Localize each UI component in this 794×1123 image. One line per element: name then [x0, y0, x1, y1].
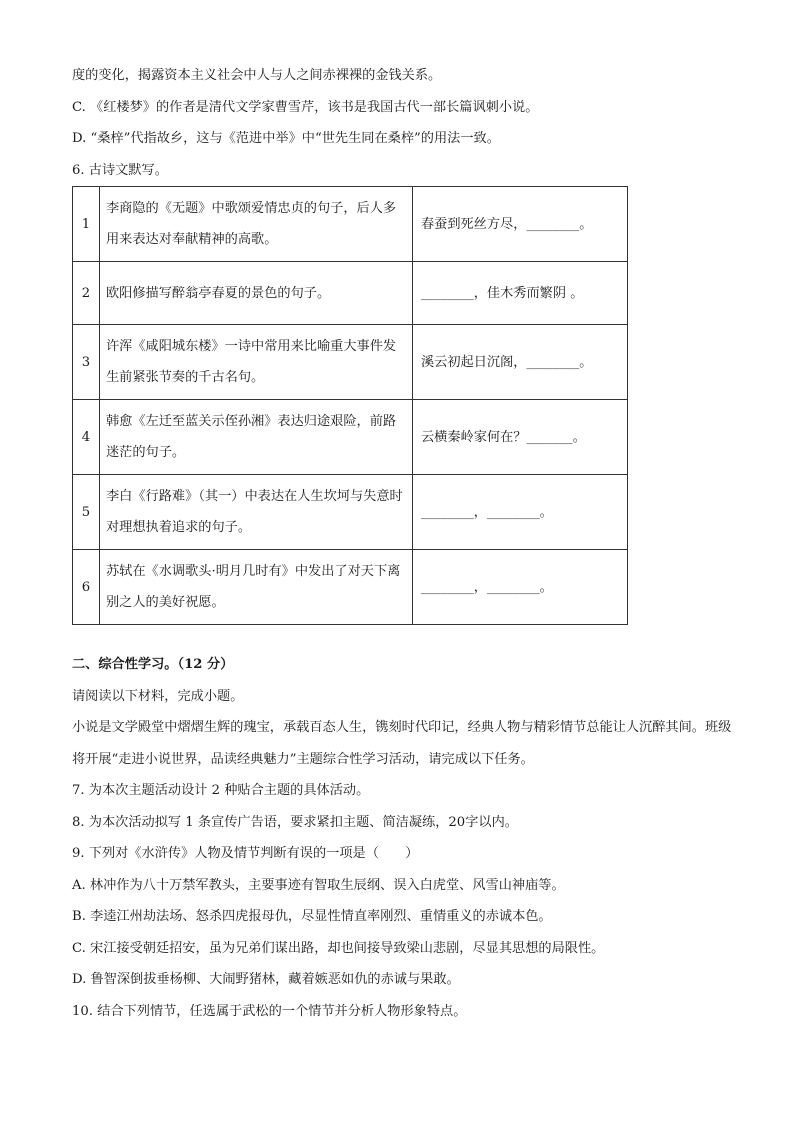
section-paragraph: 小说是文学殿堂中熠熠生辉的瑰宝，承载百态人生，镌刻时代印记，经典人物与精彩情节总能让人沉醉其间。班级将开展“走进小说世界，品读经典魅力”主题综合性学习活动，请完成以下任务。	[72, 720, 732, 767]
question-9-option-a: A. 林冲作为八十万禁军教头，主要事迹有智取生辰纲、误入白虎堂、风雪山神庙等。	[72, 877, 565, 893]
table-row	[73, 400, 628, 475]
table-row	[73, 262, 628, 325]
row-number: 1	[73, 187, 100, 262]
option-c-line: C. 《红楼梦》的作者是清代文学家曹雪芹，该书是我国古代一部长篇讽刺小说。	[72, 99, 539, 115]
row-description: 韩愈《左迁至蓝关示侄孙湘》表达归途艰险，前路迷茫的句子。	[100, 400, 413, 475]
option-d-line: D. “桑梓”代指故乡，这与《范进中举》中“世先生同在桑梓”的用法一致。	[72, 131, 500, 146]
table-row	[73, 325, 628, 400]
row-number: 5	[73, 475, 100, 550]
question-9-option-b: B. 李逵江州劫法场、怒杀四虎报母仇，尽显性情直率刚烈、重情重义的赤诚本色。	[72, 909, 552, 924]
question-9-option-c: C. 宋江接受朝廷招安，虽为兄弟们谋出路，却也间接导致梁山悲剧，尽显其思想的局限性。	[72, 940, 605, 956]
section-heading: 二、综合性学习。（12 分）	[72, 657, 234, 672]
question-10: 10. 结合下列情节，任选属于武松的一个情节并分析人物形象特点。	[72, 1003, 467, 1019]
poetry-table	[72, 186, 628, 625]
row-answer: ________，佳木秀而繁阴 。	[413, 262, 628, 325]
row-number: 6	[73, 550, 100, 625]
row-description: 许浑《咸阳城东楼》一诗中常用来比喻重大事件发生前紧张节奏的千古名句。	[100, 325, 413, 400]
row-description: 李白《行路难》（其一）中表达在人生坎坷与失意时对理想执着追求的句子。	[100, 475, 413, 550]
row-number: 3	[73, 325, 100, 400]
table-row	[73, 475, 628, 550]
text-line: 度的变化，揭露资本主义社会中人与人之间赤裸裸的金钱关系。	[72, 68, 442, 83]
row-answer: 溪云初起日沉阁，________。	[413, 325, 628, 400]
row-description: 欧阳修描写醉翁亭春夏的景色的句子。	[100, 262, 413, 325]
row-answer: 春蚕到死丝方尽，________。	[413, 187, 628, 262]
row-number: 2	[73, 262, 100, 325]
row-answer: ________，________。	[413, 475, 628, 550]
row-description: 苏轼在《水调歌头·明月几时有》中发出了对天下离别之人的美好祝愿。	[100, 550, 413, 625]
question-9: 9. 下列对《水浒传》人物及情节判断有误的一项是（ ）	[72, 846, 419, 861]
section-intro: 请阅读以下材料，完成小题。	[72, 688, 244, 704]
question-6-title: 6. 古诗文默写。	[72, 162, 168, 178]
row-answer: ________，________。	[413, 550, 628, 625]
question-8: 8. 为本次活动拟写 1 条宣传广告语，要求紧扣主题、简洁凝练，20字以内。	[72, 814, 518, 830]
question-7: 7. 为本次主题活动设计 2 种贴合主题的具体活动。	[72, 783, 370, 798]
document-page	[72, 60, 732, 1027]
row-answer: 云横秦岭家何在？_______。	[413, 400, 628, 475]
row-number: 4	[73, 400, 100, 475]
table-row	[73, 187, 628, 262]
row-description: 李商隐的《无题》中歌颂爱情忠贞的句子，后人多用来表达对奉献精神的高歌。	[100, 187, 413, 262]
table-row	[73, 550, 628, 625]
question-9-option-d: D. 鲁智深倒拔垂杨柳、大闹野猪林，藏着嫉恶如仇的赤诚与果敢。	[72, 972, 460, 987]
